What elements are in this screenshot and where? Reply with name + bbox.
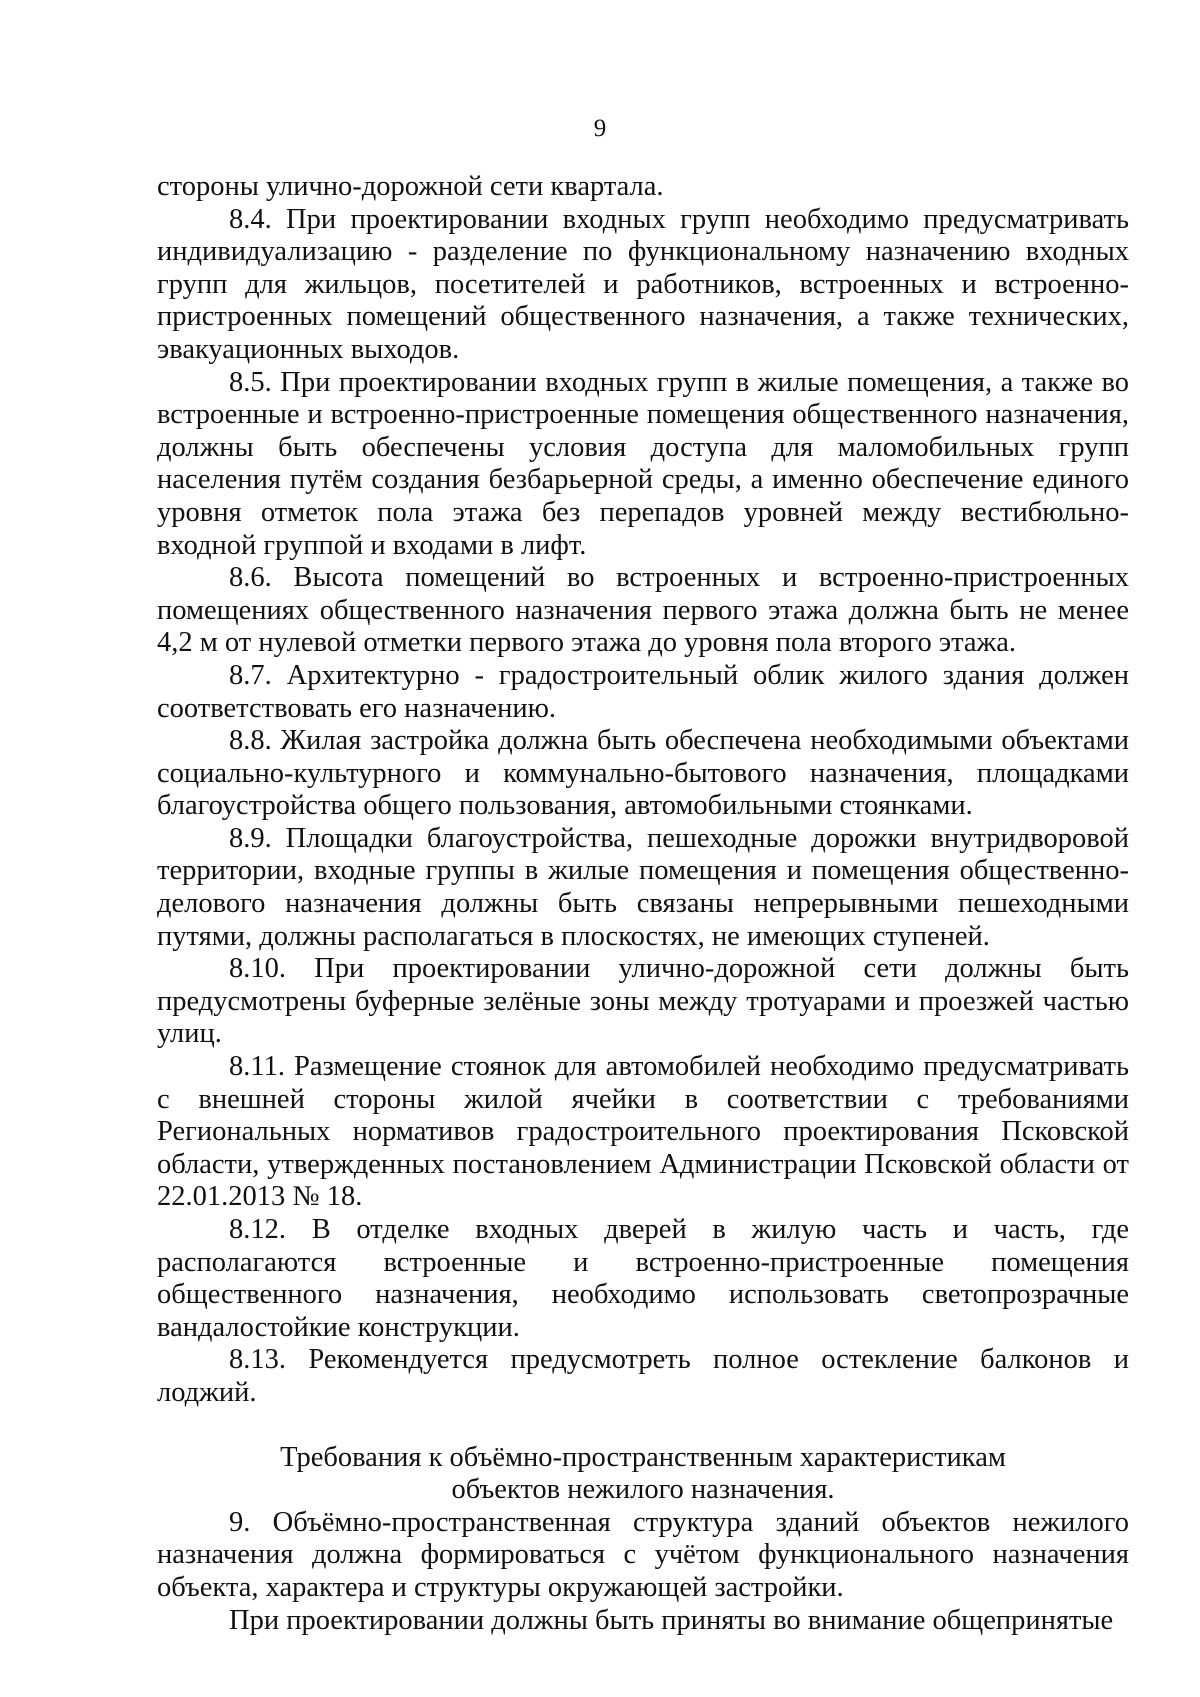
document-body	[157, 171, 1129, 1637]
paragraph-8-12: 8.12. В отделке входных дверей в жилую часть и часть, где располагаются встроенные и встроенно-пристроенные помещения общественного назначения, необходимо использовать светопрозрачные вандалостойкие конструкции.	[157, 1214, 1129, 1343]
paragraph-8-9: 8.9. Площадки благоустройства, пешеходные дорожки внутридворовой территории, входные группы в жилые помещения и помещения общественно-делового назначения должны быть связаны непрерывными пешеходными путями, должны располагаться в плоскостях, не имеющих ступеней.	[157, 822, 1129, 952]
paragraph-8-10: 8.10. При проектировании улично-дорожной сети должны быть предусмотрены буферные зелёные зоны между тротуарами и проезжей частью улиц.	[157, 953, 1129, 1050]
paragraph-8-11: 8.11. Размещение стоянок для автомобилей необходимо предусматривать с внешней стороны жилой ячейки в соответствии с требованиями Региональных нормативов градостроительного проектирования Псковской области, утвержденных постановлением Администрации Псковской области от 22.01.2013 № 18.	[157, 1051, 1129, 1213]
paragraph-9-continued: При проектировании должны быть приняты во внимание общепринятые	[229, 1604, 1114, 1636]
section-heading-line-2: объектов нежилого назначения.	[451, 1474, 835, 1506]
section-heading	[157, 1442, 1129, 1507]
paragraph-8-13: 8.13. Рекомендуется предусмотреть полное остекление балконов и лоджий.	[157, 1344, 1129, 1408]
paragraph-8-7: 8.7. Архитектурно - градостроительный облик жилого здания должен соответствовать его назначению.	[157, 659, 1129, 724]
paragraph-8-8: 8.8. Жилая застройка должна быть обеспечена необходимыми объектами социально-культурного и коммунально-бытового назначения, площадками благоустройства общего пользования, автомобильными стоянками.	[157, 725, 1129, 822]
paragraph-9: 9. Объёмно-пространственная структура зданий объектов нежилого назначения должна формироваться с учётом функционального назначения объекта, характера и структуры окружающей застройки.	[157, 1506, 1129, 1603]
page-number: 9	[593, 115, 607, 142]
paragraph-8-6: 8.6. Высота помещений во встроенных и встроенно-пристроенных помещениях общественного назначения первого этажа должна быть не менее 4,2 м от нулевой отметки первого этажа до уровня пола второго этажа.	[157, 562, 1129, 659]
paragraph-8-5: 8.5. При проектировании входных групп в жилые помещения, а также во встроенные и встроенно-пристроенные помещения общественного назначения, должны быть обеспечены условия доступа для маломобильных групп населения путём создания безбарьерной среды, а именно обеспечение единого уровня отметок пола этажа без перепадов уровней между вестибюльно-входной группой и входами в лифт.	[157, 366, 1129, 561]
paragraph-8-4: 8.4. При проектировании входных групп необходимо предусматривать индивидуализацию - разделение по функциональному назначению входных групп для жильцов, посетителей и работников, встроенных и встроенно-пристроенных помещений общественного назначения, а также технических, эвакуационных выходов.	[157, 203, 1129, 365]
section-heading-line-1: Требования к объёмно-пространственным характеристикам	[280, 1441, 1006, 1473]
paragraph-continuation: стороны улично-дорожной сети квартала.	[157, 171, 664, 202]
